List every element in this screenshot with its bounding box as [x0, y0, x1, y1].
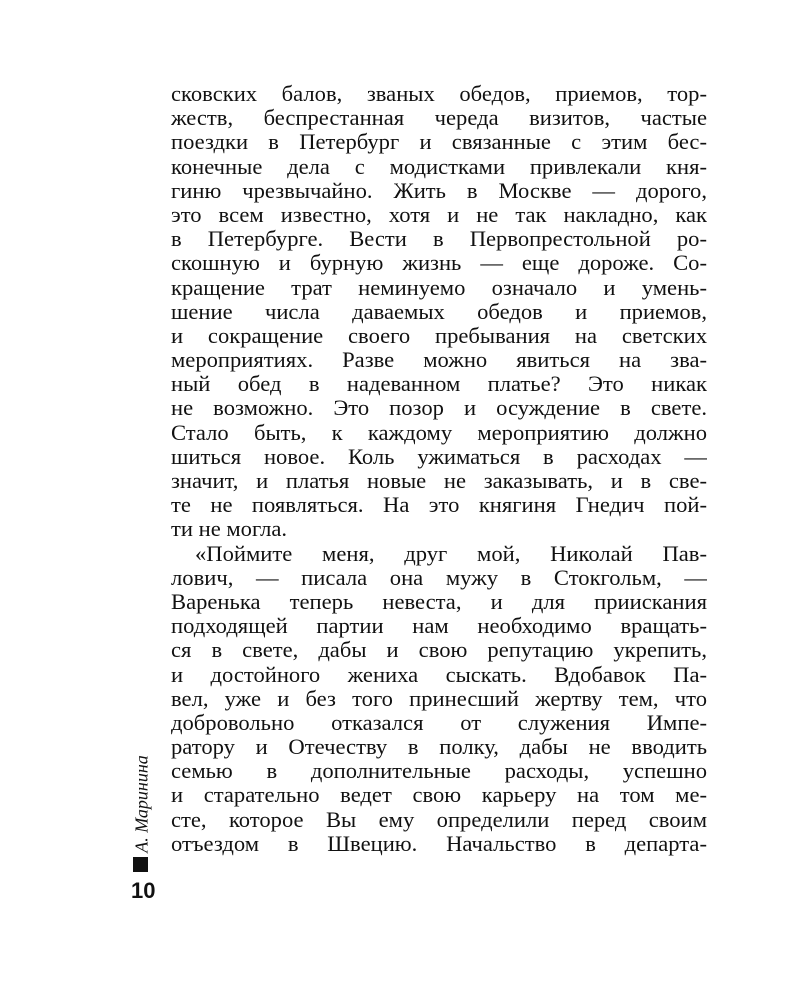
text-line: шиться новое. Коль ужиматься в расходах —: [171, 444, 707, 469]
text-line: конечные дела с модистками привлекали кня-: [171, 154, 707, 179]
text-line: значит, и платья новые не заказывать, и в све-: [171, 469, 707, 493]
text-line: кращение трат неминуемо означало и умень-: [171, 275, 707, 300]
text-line: ратору и Отечеству в полку, дабы не вводить: [171, 735, 707, 760]
text-line: ся в свете, дабы и свою репутацию укрепить,: [171, 638, 707, 663]
text-line: отъездом в Швецию. Начальство в департа-: [171, 831, 707, 856]
text-line: лович, — писала она мужу в Стокгольм, —: [171, 565, 707, 590]
text-line: это всем известно, хотя и не так накладно, как: [171, 202, 707, 227]
text-line-paragraph-end: ти не могла.: [171, 517, 288, 542]
text-line: шение числа даваемых обедов и приемов,: [171, 299, 707, 324]
text-line: добровольно отказался от служения Импе-: [171, 710, 707, 735]
text-line: и старательно ведет свою карьеру на том ме-: [171, 783, 707, 808]
square-bullet-icon: [133, 857, 148, 872]
text-line: гиню чрезвычайно. Жить в Москве — дорого,: [171, 178, 707, 203]
running-author-name: [132, 756, 152, 852]
page-number: 10: [131, 878, 156, 903]
text-line: скошную и бурную жизнь — еще дороже. Со-: [171, 251, 707, 276]
text-line: ный обед в надеванном платье? Это никак: [171, 372, 707, 397]
text-line: в Петербурге. Вести в Первопрестольной ро-: [171, 227, 707, 252]
text-line: и сокращение своего пребывания на светских: [171, 323, 707, 348]
text-line: Стало быть, к каждому мероприятию должно: [171, 420, 707, 445]
text-line: сковских балов, званых обедов, приемов, тор-: [171, 82, 707, 106]
text-line: Варенька теперь невеста, и для приискания: [171, 589, 707, 614]
text-line: и достойного жениха сыскать. Вдобавок Па-: [171, 662, 707, 687]
text-line: те не появляться. На это княгиня Гнедич пой-: [171, 493, 707, 518]
text-line: семью в дополнительные расходы, успешно: [171, 759, 707, 784]
text-line: подходящей партии нам необходимо вращать-: [171, 614, 707, 639]
text-line: не возможно. Это позор и осуждение в свете.: [171, 396, 707, 421]
text-line: сте, которое Вы ему определили перед своим: [171, 807, 707, 832]
text-line: мероприятиях. Разве можно явиться на зва-: [171, 348, 707, 373]
text-line: поездки в Петербург и связанные с этим бес-: [171, 130, 707, 155]
body-text: [171, 82, 707, 856]
text-line: вел, уже и без того принесший жертву тем, что: [171, 686, 707, 711]
text-line: жеств, беспрестанная череда визитов, частые: [171, 106, 707, 131]
text-line-paragraph-start: «Поймите меня, друг мой, Николай Пав-: [195, 541, 707, 566]
author-label: А. Маринина: [131, 755, 152, 853]
